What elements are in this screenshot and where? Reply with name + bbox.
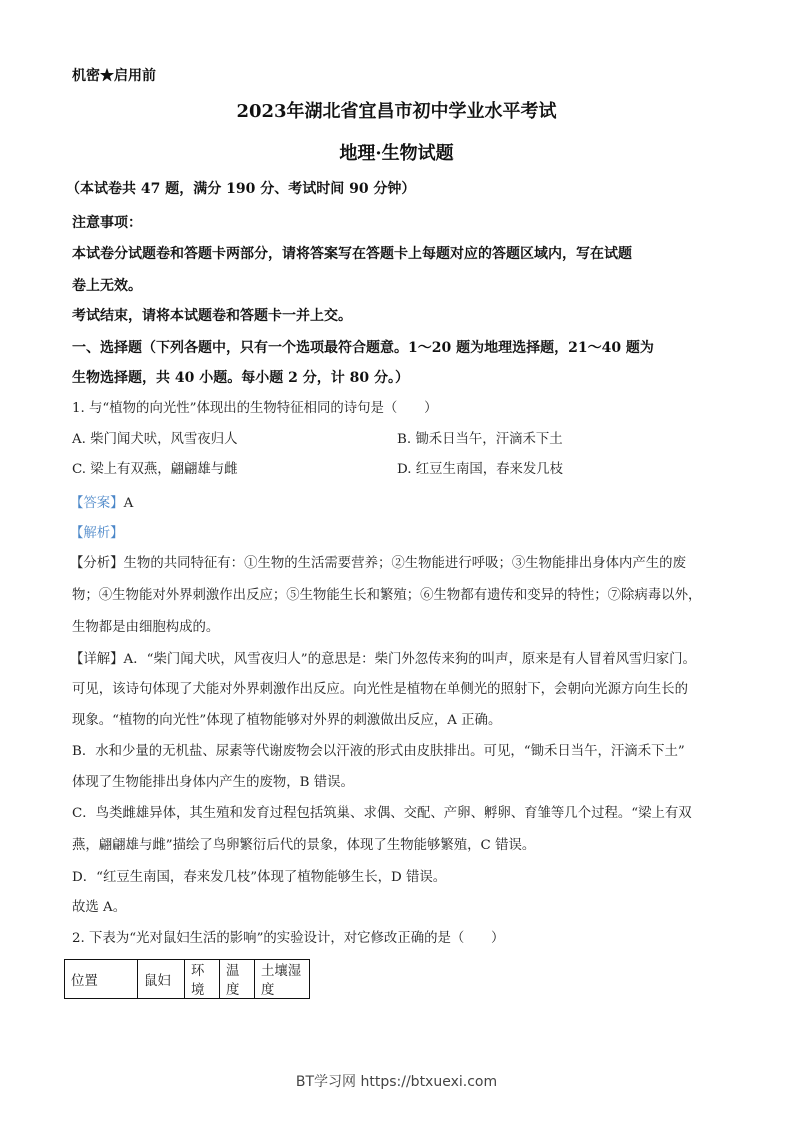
analysis-line: B．水和少量的无机盐、尿素等代谢废物会以汗液的形式由皮肤排出。可见，“锄禾日当午，汗滴禾下土” [72, 744, 685, 759]
footer-watermark: BT学习网 https://btxuexi.com [295, 1074, 498, 1090]
confidential-label: 机密★启用前 [72, 68, 156, 84]
analysis-line: D．“红豆生南国，春来发几枝”体现了植物能够生长，D 错误。 [72, 870, 447, 885]
analysis-line: C．鸟类雌雄异体，其生殖和发育过程包括筑巢、求偶、交配、产卵、孵卵、育雏等几个过程。“梁上有双 [72, 806, 692, 821]
section-heading: 一、选择题（下列各题中，只有一个选项最符合题意。1～20 题为地理选择题，21～40 题为 [72, 340, 654, 356]
table-header-cell: 温度 [220, 960, 255, 999]
analysis-line: 【分析】生物的共同特征有：①生物的生活需要营养；②生物能进行呼吸；③生物能排出身体内产生的废 [70, 556, 686, 571]
analysis-label: 【解析】 [70, 526, 124, 541]
option-a: A. 柴门闻犬吠，风雪夜归人 [72, 432, 238, 447]
analysis-line: 现象。“植物的向光性”体现了植物能够对外界的刺激做出反应，A 正确。 [72, 713, 502, 728]
analysis-line: 燕，翩翩雄与雌”描绘了鸟卵繁衍后代的景象，体现了生物能够繁殖，C 错误。 [72, 838, 536, 853]
analysis-line: 可见，该诗句体现了犬能对外界刺激作出反应。向光性是植物在单侧光的照射下，会朝向光源方向生长的 [72, 682, 688, 697]
analysis-line: 物；④生物能对外界刺激作出反应；⑤生物能生长和繁殖；⑥生物都有遗传和变异的特性；⑦除病毒以外， [72, 588, 702, 603]
option-b: B. 锄禾日当午，汗滴禾下土 [397, 432, 563, 447]
experiment-table [64, 959, 310, 999]
exam-info: （本试卷共 47 题，满分 190 分、考试时间 90 分钟） [66, 181, 416, 197]
analysis-line: 体现了生物能排出身体内产生的废物，B 错误。 [72, 775, 354, 790]
table-header-cell: 环境 [185, 960, 220, 999]
analysis-line: 【详解】A．“柴门闻犬吠，风雪夜归人”的意思是：柴门外忽传来狗的叫声，原来是有人冒着风雪归家门。 [70, 652, 696, 667]
notice-label: 注意事项： [72, 215, 142, 231]
notice-line: 考试结束，请将本试题卷和答题卡一并上交。 [72, 308, 352, 324]
answer-value: A [123, 496, 134, 511]
answer-label: 【答案】 [70, 496, 124, 511]
answer-line [70, 495, 133, 513]
table-row [65, 960, 310, 999]
table-header-cell: 位置 [65, 960, 138, 999]
table-header-cell: 鼠妇 [138, 960, 185, 999]
option-c: C. 梁上有双燕，翩翩雄与雌 [72, 462, 238, 477]
question-1-stem: 1. 与“植物的向光性”体现出的生物特征相同的诗句是（ ） [72, 401, 438, 416]
notice-line: 本试卷分试题卷和答题卡两部分，请将答案写在答题卡上每题对应的答题区域内，写在试题 [72, 246, 632, 262]
exam-subtitle: 地理·生物试题 [339, 143, 454, 164]
option-d: D. 红豆生南国，春来发几枝 [397, 462, 564, 477]
table-header-cell: 土壤湿度 [255, 960, 310, 999]
exam-title: 2023年湖北省宜昌市初中学业水平考试 [236, 101, 557, 122]
analysis-line: 生物都是由细胞构成的。 [72, 620, 220, 635]
question-2-stem: 2. 下表为“光对鼠妇生活的影响”的实验设计，对它修改正确的是（ ） [72, 931, 505, 946]
notice-line: 卷上无效。 [72, 278, 142, 294]
section-heading: 生物选择题，共 40 小题。每小题 2 分，计 80 分。） [72, 370, 409, 386]
analysis-line: 故选 A。 [72, 900, 127, 915]
